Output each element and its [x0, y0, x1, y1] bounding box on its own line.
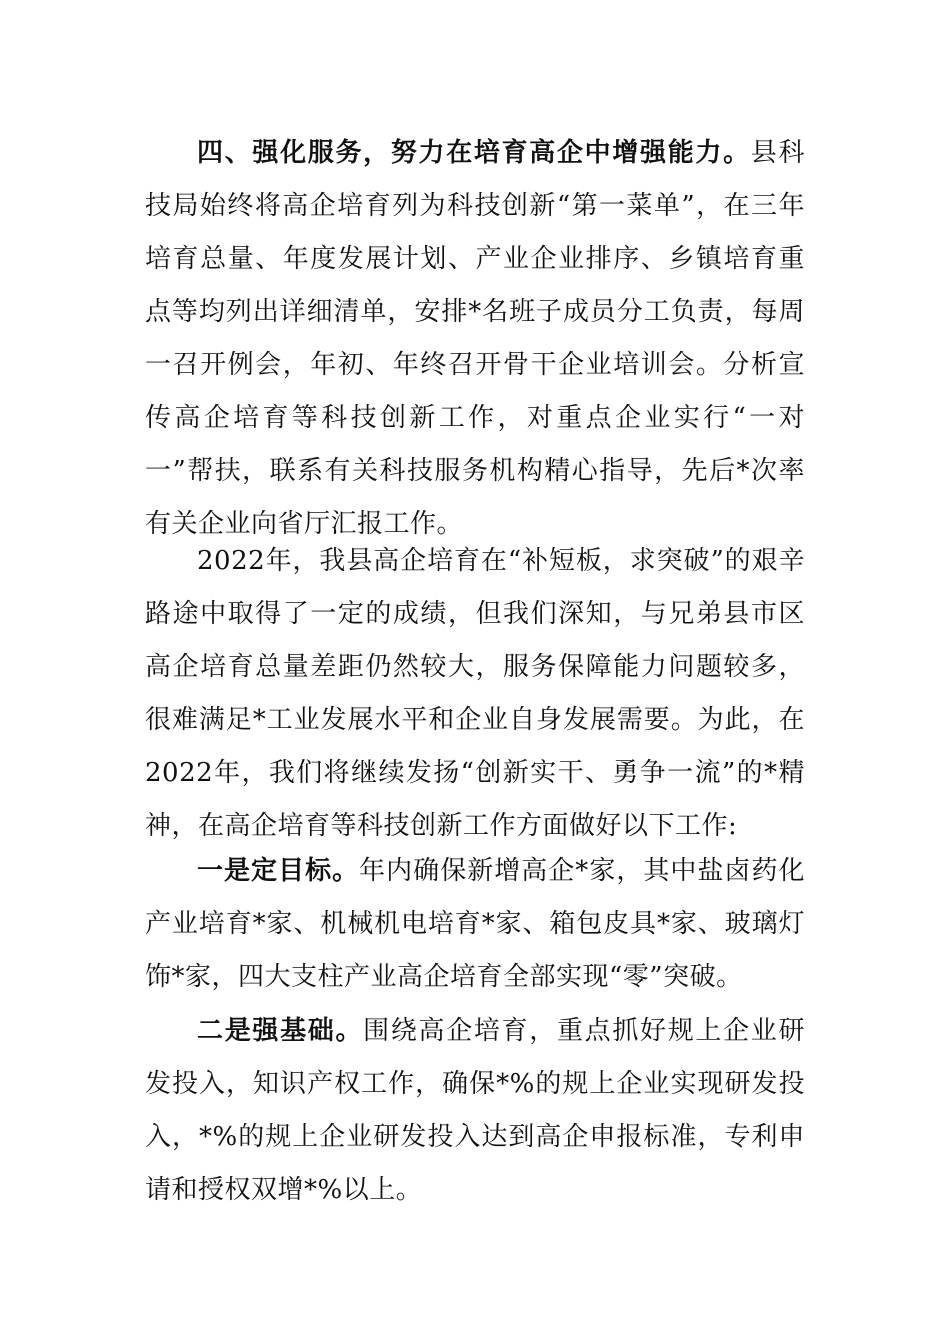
paragraph-set-targets: [145, 845, 805, 1004]
paragraph-body-text: 县科技局始终将高企培育列为科技创新“第一菜单”，在三年培育总量、年度发展计划、产业企业排序、乡镇培育重点等均列出详细清单，安排*名班子成员分工负责，每周一召开例会，年初、年终召开骨干企业培训会。分析宣传高企培育等科技创新工作，对重点企业实行“一对一”帮扶，联系有关科技服务机构精心指导，先后*次率有关企业向省厅汇报工作。: [145, 138, 805, 539]
paragraph-lead-heading: 一是定目标。: [197, 856, 360, 886]
paragraph-strengthen-foundation: [145, 1005, 805, 1217]
paragraph-strengthen-services: [145, 127, 805, 551]
paragraph-summary-2022: [145, 535, 805, 853]
paragraph-body-text: 2022年，我县高企培育在“补短板，求突破”的艰辛路途中取得了一定的成绩，但我们深知，与兄弟县市区高企培育总量差距仍然较大，服务保障能力问题较多，很难满足*工业发展水平和企业自身发展需要。为此，在2022年，我们将继续发扬“创新实干、勇争一流”的*精神，在高企培育等科技创新工作方面做好以下工作:: [145, 546, 805, 841]
paragraph-body-text: 围绕高企培育，重点抓好规上企业研发投入，知识产权工作，确保*%的规上企业实现研发投入，*%的规上企业研发投入达到高企申报标准，专利申请和授权双增*%以上。: [145, 1016, 805, 1205]
paragraph-body-text: 年内确保新增高企*家，其中盐卤药化产业培育*家、机械机电培育*家、箱包皮具*家、玻璃灯饰*家，四大支柱产业高企培育全部实现“零”突破。: [145, 856, 805, 992]
paragraph-lead-heading: 二是强基础。: [197, 1016, 364, 1046]
paragraph-lead-heading: 四、强化服务，努力在培育高企中增强能力。: [197, 138, 751, 168]
